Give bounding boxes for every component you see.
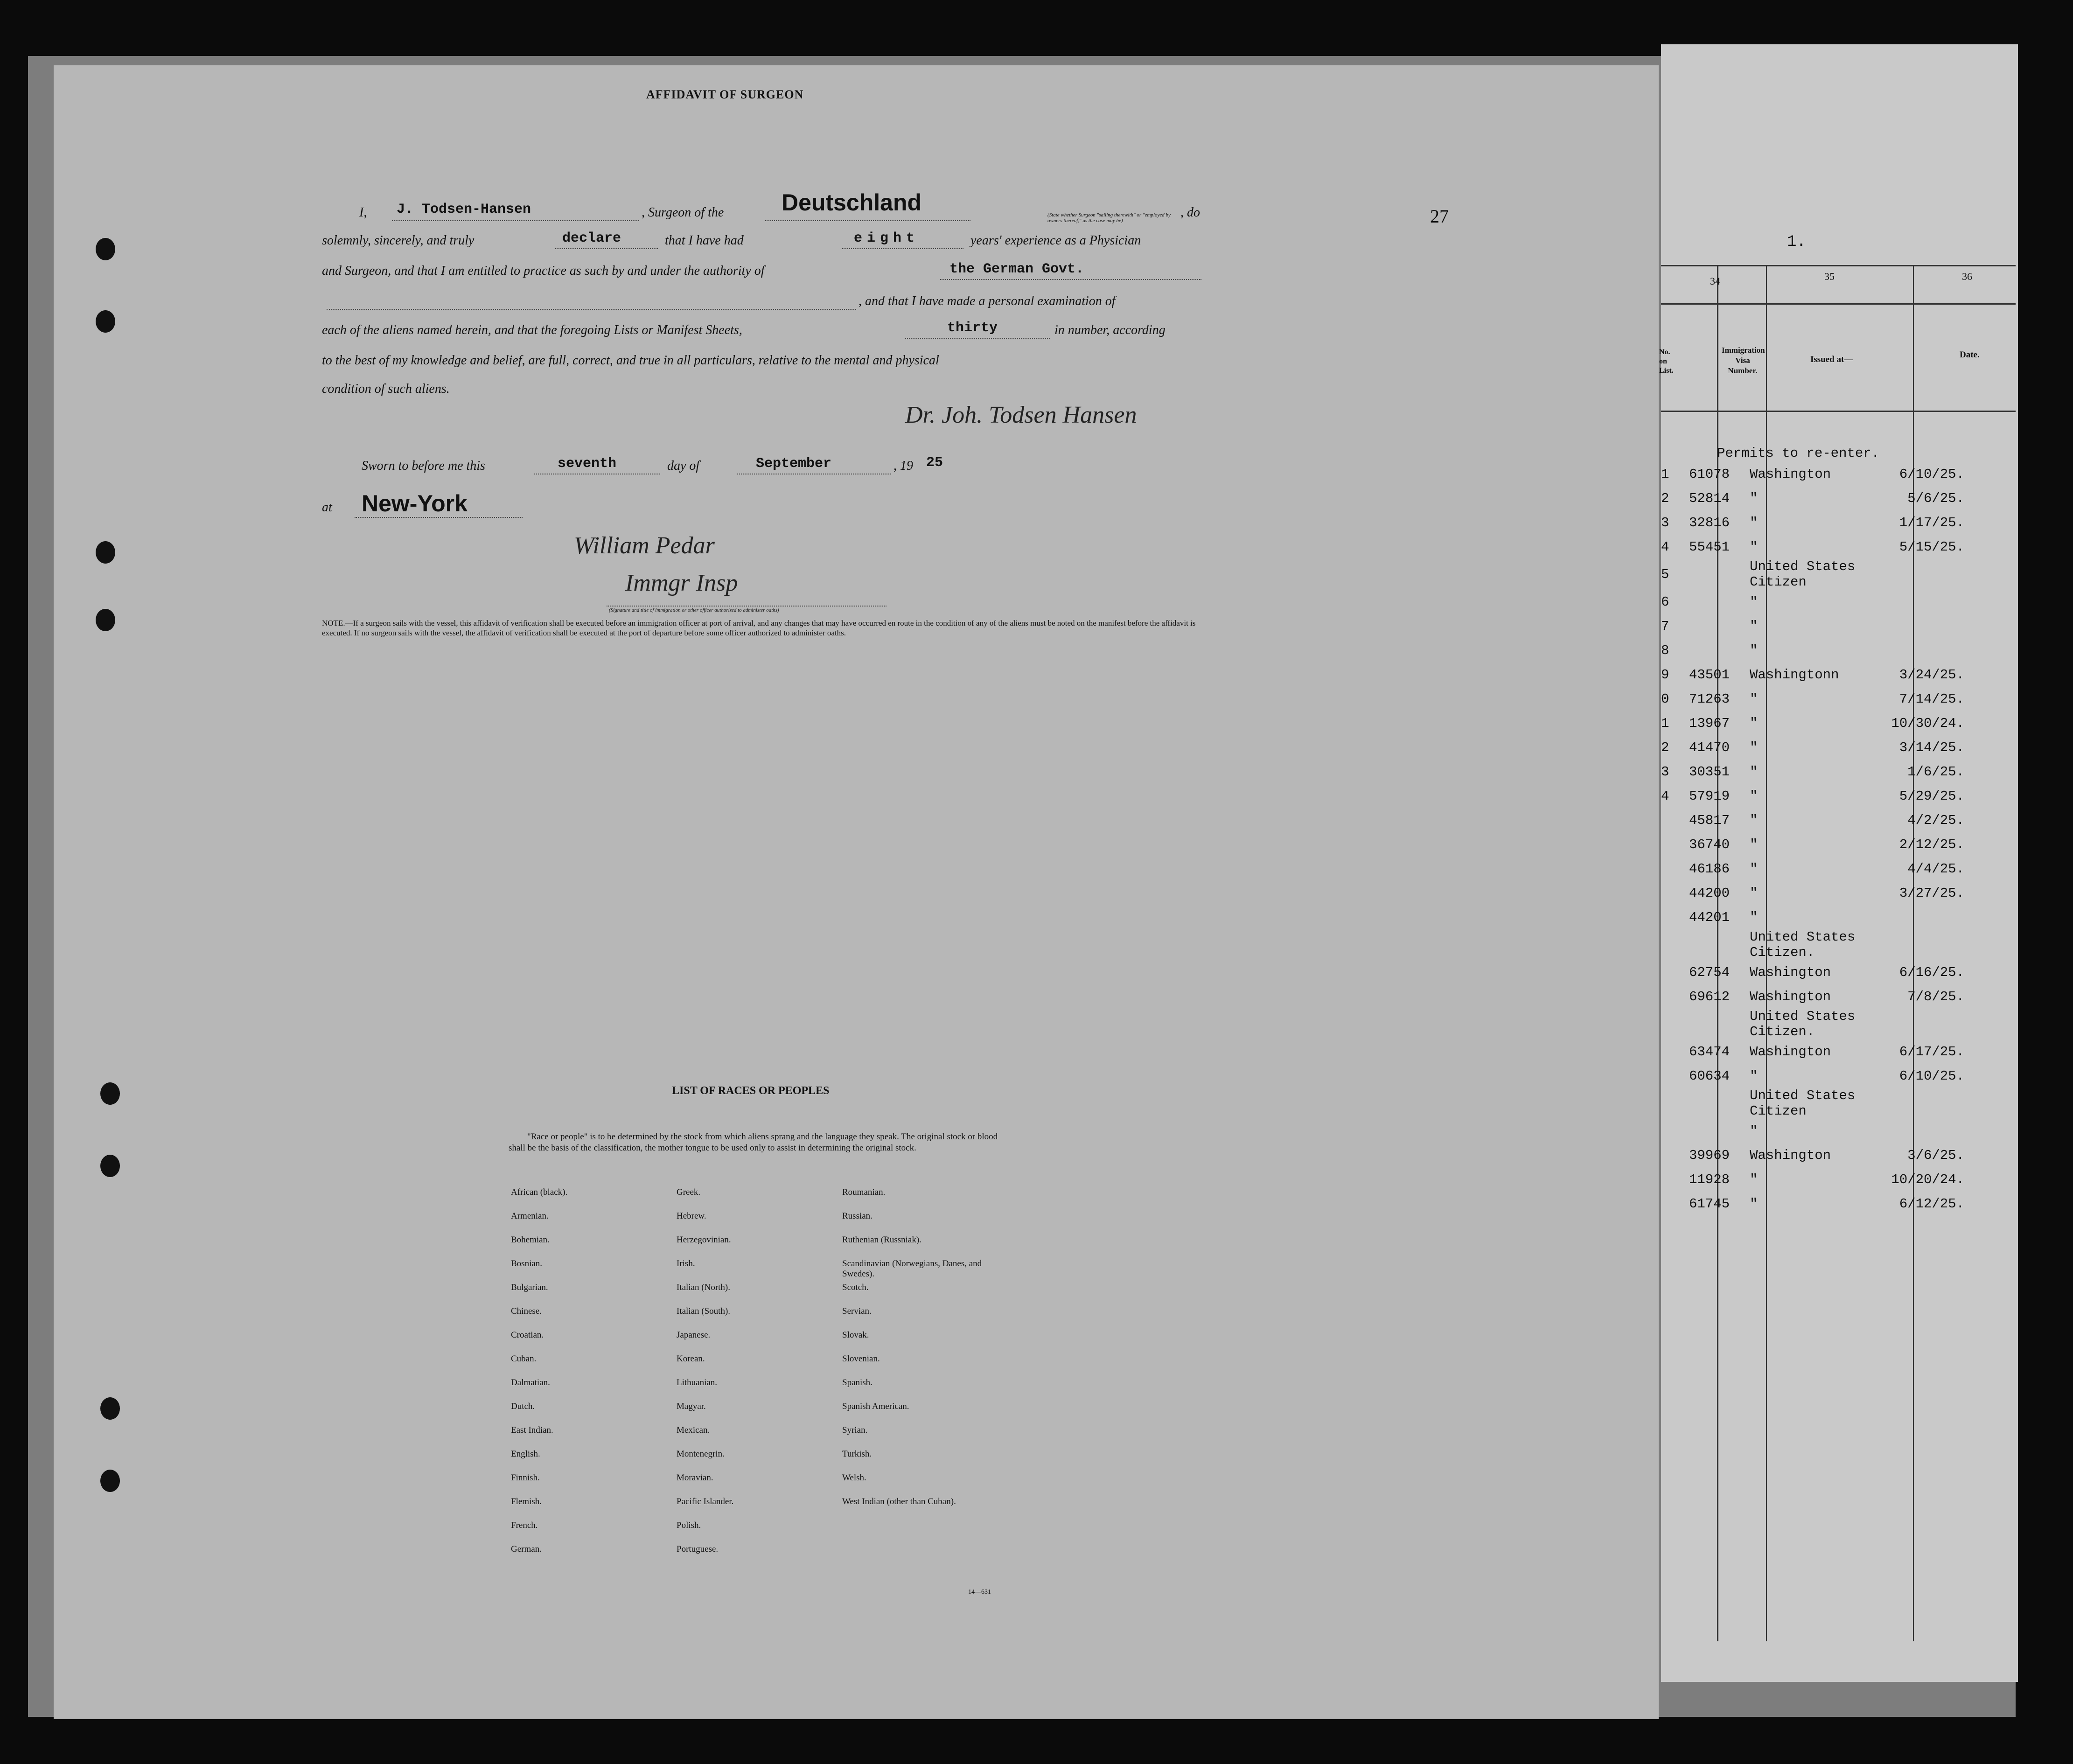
header-visa: Immigration Visa Number. bbox=[1722, 346, 1765, 375]
race-item: Welsh. bbox=[842, 1473, 866, 1483]
visa-number: 45817 bbox=[1689, 812, 1730, 828]
race-item: Spanish American. bbox=[842, 1401, 909, 1411]
race-item: Portuguese. bbox=[677, 1544, 719, 1554]
row-number bbox=[1661, 1064, 1680, 1088]
binder-hole bbox=[100, 1470, 120, 1492]
form-number: 14—631 bbox=[968, 1589, 991, 1596]
ledger-row bbox=[1661, 857, 1969, 881]
issued-at: " bbox=[1750, 1068, 1758, 1084]
ledger-row bbox=[1661, 638, 1969, 662]
sworn-place: New-York bbox=[362, 490, 468, 516]
ledger-row bbox=[1661, 1064, 1969, 1088]
race-item: Croatian. bbox=[511, 1330, 544, 1340]
issued-at: Washington bbox=[1750, 1147, 1831, 1163]
race-item: Moravian. bbox=[677, 1473, 713, 1483]
visa-date: 3/24/25. bbox=[1899, 667, 1964, 683]
visa-date: 10/20/24. bbox=[1891, 1171, 1964, 1187]
line1-text: I, bbox=[359, 205, 367, 220]
race-item: Armenian. bbox=[511, 1211, 549, 1221]
row-number bbox=[1661, 1119, 1680, 1143]
sworn-year: 25 bbox=[926, 455, 943, 471]
issued-at: Washington bbox=[1750, 964, 1831, 980]
visa-date: 3/6/25. bbox=[1907, 1147, 1964, 1163]
race-item: Greek. bbox=[677, 1187, 701, 1197]
vessel-caption: (State whether Surgeon "sailing therewith" or "employed by owners thereof," as the case may be) bbox=[1047, 212, 1171, 223]
visa-number bbox=[1680, 1009, 1740, 1039]
issued-at: " bbox=[1750, 812, 1758, 828]
races-intro: "Race or people" is to be determined by the stock from which aliens sprang and the language they speak. The original stock or blood shall be the basis of the classification, the mother tongue to be used only to assist in determining the original stock. bbox=[509, 1132, 998, 1153]
row-number bbox=[1661, 984, 1680, 1009]
binder-hole bbox=[100, 1082, 120, 1105]
visa-date: 3/14/25. bbox=[1899, 739, 1964, 755]
race-item: Ruthenian (Russniak). bbox=[842, 1235, 921, 1245]
ledger-row bbox=[1661, 462, 1969, 486]
visa-number: 30351 bbox=[1689, 764, 1730, 780]
officer-caption: (Signature and title of immigration or other officer authorized to administer oaths) bbox=[609, 607, 779, 613]
visa-number: 39969 bbox=[1689, 1147, 1730, 1163]
visa-ledger-table bbox=[1661, 462, 1969, 1216]
visa-number: 61745 bbox=[1689, 1196, 1730, 1212]
header-no: No. on List. bbox=[1659, 348, 1674, 375]
row-number bbox=[1661, 1167, 1680, 1192]
visa-date: 6/10/25. bbox=[1899, 466, 1964, 482]
ledger-row bbox=[1661, 1119, 1969, 1143]
races-column-3 bbox=[842, 1187, 1010, 1520]
issued-at: " bbox=[1750, 837, 1758, 852]
visa-number: 71263 bbox=[1689, 691, 1730, 707]
ledger-row bbox=[1661, 1088, 1969, 1119]
surgeon-name: J. Todsen-Hansen bbox=[397, 202, 531, 217]
visa-number: 55451 bbox=[1689, 539, 1730, 555]
visa-date: 6/16/25. bbox=[1899, 964, 1964, 980]
race-item: Japanese. bbox=[677, 1330, 711, 1340]
issued-at: " bbox=[1750, 1171, 1758, 1187]
ledger-rule bbox=[1661, 411, 2016, 412]
visa-date: 5/6/25. bbox=[1907, 490, 1964, 506]
row-number bbox=[1661, 929, 1680, 960]
col-number: 35 bbox=[1824, 271, 1835, 282]
visa-number: 44200 bbox=[1689, 885, 1730, 901]
visa-date: 3/27/25. bbox=[1899, 885, 1964, 901]
row-number bbox=[1661, 905, 1680, 929]
race-item: Herzegovinian. bbox=[677, 1235, 731, 1245]
race-item: Scotch. bbox=[842, 1283, 869, 1292]
manifest-sheet-count: thirty bbox=[947, 320, 998, 336]
line1-text: , do bbox=[1180, 205, 1200, 220]
visa-date: 4/2/25. bbox=[1907, 812, 1964, 828]
row-number: 1 bbox=[1661, 466, 1669, 482]
race-item: Turkish. bbox=[842, 1449, 872, 1459]
visa-number bbox=[1680, 1119, 1740, 1143]
visa-date bbox=[1866, 559, 1969, 590]
issued-at: " bbox=[1750, 739, 1758, 755]
visa-date bbox=[1866, 614, 1969, 638]
visa-number: 32816 bbox=[1689, 515, 1730, 530]
officer-signature: William Pedar bbox=[574, 532, 715, 559]
sworn-text: , 19 bbox=[893, 459, 913, 473]
row-number bbox=[1661, 1039, 1680, 1064]
row-number: 9 bbox=[1661, 667, 1669, 683]
line1-text: , Surgeon of the bbox=[642, 205, 724, 220]
visa-date: 5/29/25. bbox=[1899, 788, 1964, 804]
visa-date: 1/6/25. bbox=[1907, 764, 1964, 780]
issued-at: " bbox=[1750, 885, 1758, 901]
page-number: 27 bbox=[1430, 206, 1449, 227]
visa-number: 43501 bbox=[1689, 667, 1730, 683]
visa-number bbox=[1680, 1088, 1740, 1119]
officer-title: Immgr Insp bbox=[625, 570, 738, 596]
race-item: Servian. bbox=[842, 1306, 872, 1316]
issued-at: United States Citizen bbox=[1750, 1088, 1856, 1119]
visa-number: 41470 bbox=[1689, 739, 1730, 755]
races-title: LIST OF RACES OR PEOPLES bbox=[672, 1085, 830, 1097]
visa-number: 61078 bbox=[1689, 466, 1730, 482]
race-item: Bohemian. bbox=[511, 1235, 550, 1245]
years-experience: eight bbox=[854, 230, 920, 246]
row-number: 3 bbox=[1661, 515, 1669, 530]
row-number: 1 bbox=[1661, 715, 1669, 731]
issued-at: " bbox=[1750, 909, 1758, 925]
col-number: 36 bbox=[1962, 271, 1972, 282]
race-item: Flemish. bbox=[511, 1497, 542, 1506]
issued-at: United States Citizen. bbox=[1750, 929, 1856, 960]
affidavit-title: AFFIDAVIT OF SURGEON bbox=[646, 88, 804, 101]
binder-hole bbox=[96, 541, 115, 564]
visa-date: 6/12/25. bbox=[1899, 1196, 1964, 1212]
visa-date bbox=[1866, 590, 1969, 614]
ledger-row bbox=[1661, 662, 1969, 687]
line4-text: , and that I have made a personal examination of bbox=[859, 294, 1116, 308]
ledger-row bbox=[1661, 1009, 1969, 1039]
visa-date bbox=[1866, 929, 1969, 960]
issued-at: " bbox=[1750, 788, 1758, 804]
row-number: 6 bbox=[1661, 594, 1669, 610]
race-item: Lithuanian. bbox=[677, 1378, 718, 1387]
row-number bbox=[1661, 1192, 1680, 1216]
sworn-day: seventh bbox=[558, 456, 617, 472]
visa-date: 6/10/25. bbox=[1899, 1068, 1964, 1084]
race-item: Dutch. bbox=[511, 1401, 535, 1411]
sworn-text: Sworn to before me this bbox=[362, 459, 485, 473]
ledger-row bbox=[1661, 929, 1969, 960]
row-number: 2 bbox=[1661, 490, 1669, 506]
race-item: Spanish. bbox=[842, 1378, 872, 1387]
ledger-row bbox=[1661, 559, 1969, 590]
vessel-name: Deutschland bbox=[782, 189, 922, 216]
race-item: Magyar. bbox=[677, 1401, 706, 1411]
race-item: Italian (North). bbox=[677, 1283, 731, 1292]
race-item: Roumanian. bbox=[842, 1187, 886, 1197]
issued-at: Washingtonn bbox=[1750, 667, 1839, 683]
issued-at: " bbox=[1750, 594, 1758, 610]
ledger-row bbox=[1661, 486, 1969, 510]
row-number bbox=[1661, 832, 1680, 857]
ledger-row bbox=[1661, 905, 1969, 929]
row-number bbox=[1661, 1143, 1680, 1167]
binder-hole bbox=[100, 1397, 120, 1420]
binder-hole bbox=[96, 609, 115, 631]
line5-text: each of the aliens named herein, and that the foregoing Lists or Manifest Sheets, bbox=[322, 323, 742, 337]
visa-number bbox=[1680, 929, 1740, 960]
visa-date: 10/30/24. bbox=[1891, 715, 1964, 731]
row-number: 4 bbox=[1661, 539, 1669, 555]
ledger-row bbox=[1661, 687, 1969, 711]
ledger-row bbox=[1661, 1143, 1969, 1167]
visa-date bbox=[1866, 1119, 1969, 1143]
race-item: German. bbox=[511, 1544, 542, 1554]
visa-number: 60634 bbox=[1689, 1068, 1730, 1084]
ledger-row bbox=[1661, 960, 1969, 984]
race-item: Syrian. bbox=[842, 1425, 868, 1435]
ledger-row bbox=[1661, 1167, 1969, 1192]
issued-at: " bbox=[1750, 515, 1758, 530]
race-item: Mexican. bbox=[677, 1425, 710, 1435]
ledger-row bbox=[1661, 1039, 1969, 1064]
ledger-row bbox=[1661, 711, 1969, 735]
row-number: 0 bbox=[1661, 691, 1669, 707]
race-item: Scandinavian (Norwegians, Danes, and Swedes). bbox=[842, 1259, 982, 1279]
ledger-row bbox=[1661, 614, 1969, 638]
row-number bbox=[1661, 857, 1680, 881]
visa-date: 1/17/25. bbox=[1899, 515, 1964, 530]
ledger-row bbox=[1661, 735, 1969, 760]
ledger-row bbox=[1661, 760, 1969, 784]
issued-at: " bbox=[1750, 642, 1758, 658]
visa-number: 69612 bbox=[1689, 989, 1730, 1004]
affidavit-note: NOTE.—If a surgeon sails with the vessel, this affidavit of verification shall be executed before an immigration officer at port of arrival, and any changes that may have occurred en route in the condition of any of the aliens must be noted on the manifest before the affidavit is executed. If no surgeon sails with the vessel, the affidavit of verification shall be executed at the port of departure before some officer authorized to administer oaths. bbox=[322, 619, 1196, 637]
col-number: 34 bbox=[1710, 275, 1720, 287]
line6-text: to the best of my knowledge and belief, are full, correct, and true in all particulars, relative to the mental and physical bbox=[322, 353, 939, 368]
visa-number: 11928 bbox=[1689, 1171, 1730, 1187]
visa-date: 2/12/25. bbox=[1899, 837, 1964, 852]
sworn-month: September bbox=[756, 456, 832, 472]
visa-date bbox=[1866, 638, 1969, 662]
race-item: English. bbox=[511, 1449, 540, 1459]
ledger-row bbox=[1661, 590, 1969, 614]
race-item: Korean. bbox=[677, 1354, 705, 1364]
line2-text: years' experience as a Physician bbox=[970, 233, 1141, 248]
visa-date bbox=[1866, 1088, 1969, 1119]
permits-note: Permits to re-enter. bbox=[1717, 446, 1880, 461]
visa-number: 13967 bbox=[1689, 715, 1730, 731]
visa-date: 5/15/25. bbox=[1899, 539, 1964, 555]
line3-text: and Surgeon, and that I am entitled to practice as such by and under the authority of bbox=[322, 264, 765, 278]
issued-at: " bbox=[1750, 691, 1758, 707]
race-item: Pacific Islander. bbox=[677, 1497, 734, 1506]
declare-word: declare bbox=[562, 230, 621, 246]
ledger-row bbox=[1661, 535, 1969, 559]
races-column-2 bbox=[677, 1187, 733, 1568]
visa-number: 46186 bbox=[1689, 861, 1730, 877]
row-number: 3 bbox=[1661, 764, 1669, 780]
visa-date: 4/4/25. bbox=[1907, 861, 1964, 877]
sworn-text: day of bbox=[667, 459, 700, 473]
visa-number: 36740 bbox=[1689, 837, 1730, 852]
row-number: 7 bbox=[1661, 618, 1669, 634]
issued-at: " bbox=[1750, 715, 1758, 731]
authority: the German Govt. bbox=[949, 261, 1084, 277]
race-item: French. bbox=[511, 1520, 538, 1530]
visa-number bbox=[1680, 590, 1740, 614]
issued-at: " bbox=[1750, 1123, 1758, 1139]
race-item: West Indian (other than Cuban). bbox=[842, 1497, 956, 1506]
row-number bbox=[1661, 960, 1680, 984]
row-number bbox=[1661, 808, 1680, 832]
issued-at: United States Citizen bbox=[1750, 559, 1856, 590]
row-number: 5 bbox=[1661, 566, 1669, 582]
row-number: 4 bbox=[1661, 788, 1669, 804]
ledger-rule bbox=[1661, 265, 2016, 266]
visa-date: 7/14/25. bbox=[1899, 691, 1964, 707]
visa-number: 62754 bbox=[1689, 964, 1730, 980]
ledger-row bbox=[1661, 1192, 1969, 1216]
binder-hole bbox=[96, 310, 115, 333]
race-item: Chinese. bbox=[511, 1306, 542, 1316]
race-item: Polish. bbox=[677, 1520, 701, 1530]
visa-number: 44201 bbox=[1689, 909, 1730, 925]
issued-at: " bbox=[1750, 861, 1758, 877]
issued-at: " bbox=[1750, 1196, 1758, 1212]
line5-text: in number, according bbox=[1054, 323, 1166, 337]
ledger-rule bbox=[1661, 303, 2016, 305]
header-issued: Issued at— bbox=[1810, 355, 1853, 364]
race-item: Russian. bbox=[842, 1211, 872, 1221]
at-label: at bbox=[322, 500, 332, 515]
ledger-row bbox=[1661, 984, 1969, 1009]
race-item: Bosnian. bbox=[511, 1259, 543, 1269]
issued-at: " bbox=[1750, 539, 1758, 555]
race-item: Cuban. bbox=[511, 1354, 537, 1364]
visa-number: 52814 bbox=[1689, 490, 1730, 506]
ledger-row bbox=[1661, 784, 1969, 808]
race-item: East Indian. bbox=[511, 1425, 553, 1435]
race-item: Montenegrin. bbox=[677, 1449, 725, 1459]
issued-at: Washington bbox=[1750, 466, 1831, 482]
visa-date bbox=[1866, 1009, 1969, 1039]
races-column-1 bbox=[511, 1187, 567, 1568]
race-item: Irish. bbox=[677, 1259, 695, 1269]
visa-date: 6/17/25. bbox=[1899, 1044, 1964, 1060]
visa-date: 7/8/25. bbox=[1907, 989, 1964, 1004]
row-number: 2 bbox=[1661, 739, 1669, 755]
visa-number: 63474 bbox=[1689, 1044, 1730, 1060]
binder-hole bbox=[100, 1155, 120, 1177]
visa-number: 57919 bbox=[1689, 788, 1730, 804]
race-item: Dalmatian. bbox=[511, 1378, 550, 1387]
row-number bbox=[1661, 881, 1680, 905]
visa-number bbox=[1680, 614, 1740, 638]
row-number bbox=[1661, 1009, 1680, 1039]
header-date: Date. bbox=[1960, 350, 1980, 360]
race-item: Hebrew. bbox=[677, 1211, 706, 1221]
line2-text: that I have had bbox=[665, 233, 744, 248]
row-number: 8 bbox=[1661, 642, 1669, 658]
race-item: Italian (South). bbox=[677, 1306, 731, 1316]
visa-date bbox=[1866, 905, 1969, 929]
line7-text: condition of such aliens. bbox=[322, 382, 450, 396]
row-number bbox=[1661, 1088, 1680, 1119]
visa-number bbox=[1680, 559, 1740, 590]
issued-at: " bbox=[1750, 764, 1758, 780]
race-item: Slovenian. bbox=[842, 1354, 880, 1364]
race-item: African (black). bbox=[511, 1187, 568, 1197]
issued-at: " bbox=[1750, 490, 1758, 506]
issued-at: Washington bbox=[1750, 1044, 1831, 1060]
ledger-row bbox=[1661, 808, 1969, 832]
line2-text: solemnly, sincerely, and truly bbox=[322, 233, 475, 248]
ledger-row bbox=[1661, 510, 1969, 535]
surgeon-signature: Dr. Joh. Todsen Hansen bbox=[905, 402, 1137, 428]
issued-at: Washington bbox=[1750, 989, 1831, 1004]
issued-at: United States Citizen. bbox=[1750, 1009, 1856, 1039]
ledger-sheet-label: 1. bbox=[1787, 233, 1806, 251]
visa-number bbox=[1680, 638, 1740, 662]
race-item: Slovak. bbox=[842, 1330, 869, 1340]
binder-hole bbox=[96, 238, 115, 260]
race-item: Finnish. bbox=[511, 1473, 540, 1483]
ledger-row bbox=[1661, 881, 1969, 905]
ledger-row bbox=[1661, 832, 1969, 857]
issued-at: " bbox=[1750, 618, 1758, 634]
race-item: Bulgarian. bbox=[511, 1283, 548, 1292]
